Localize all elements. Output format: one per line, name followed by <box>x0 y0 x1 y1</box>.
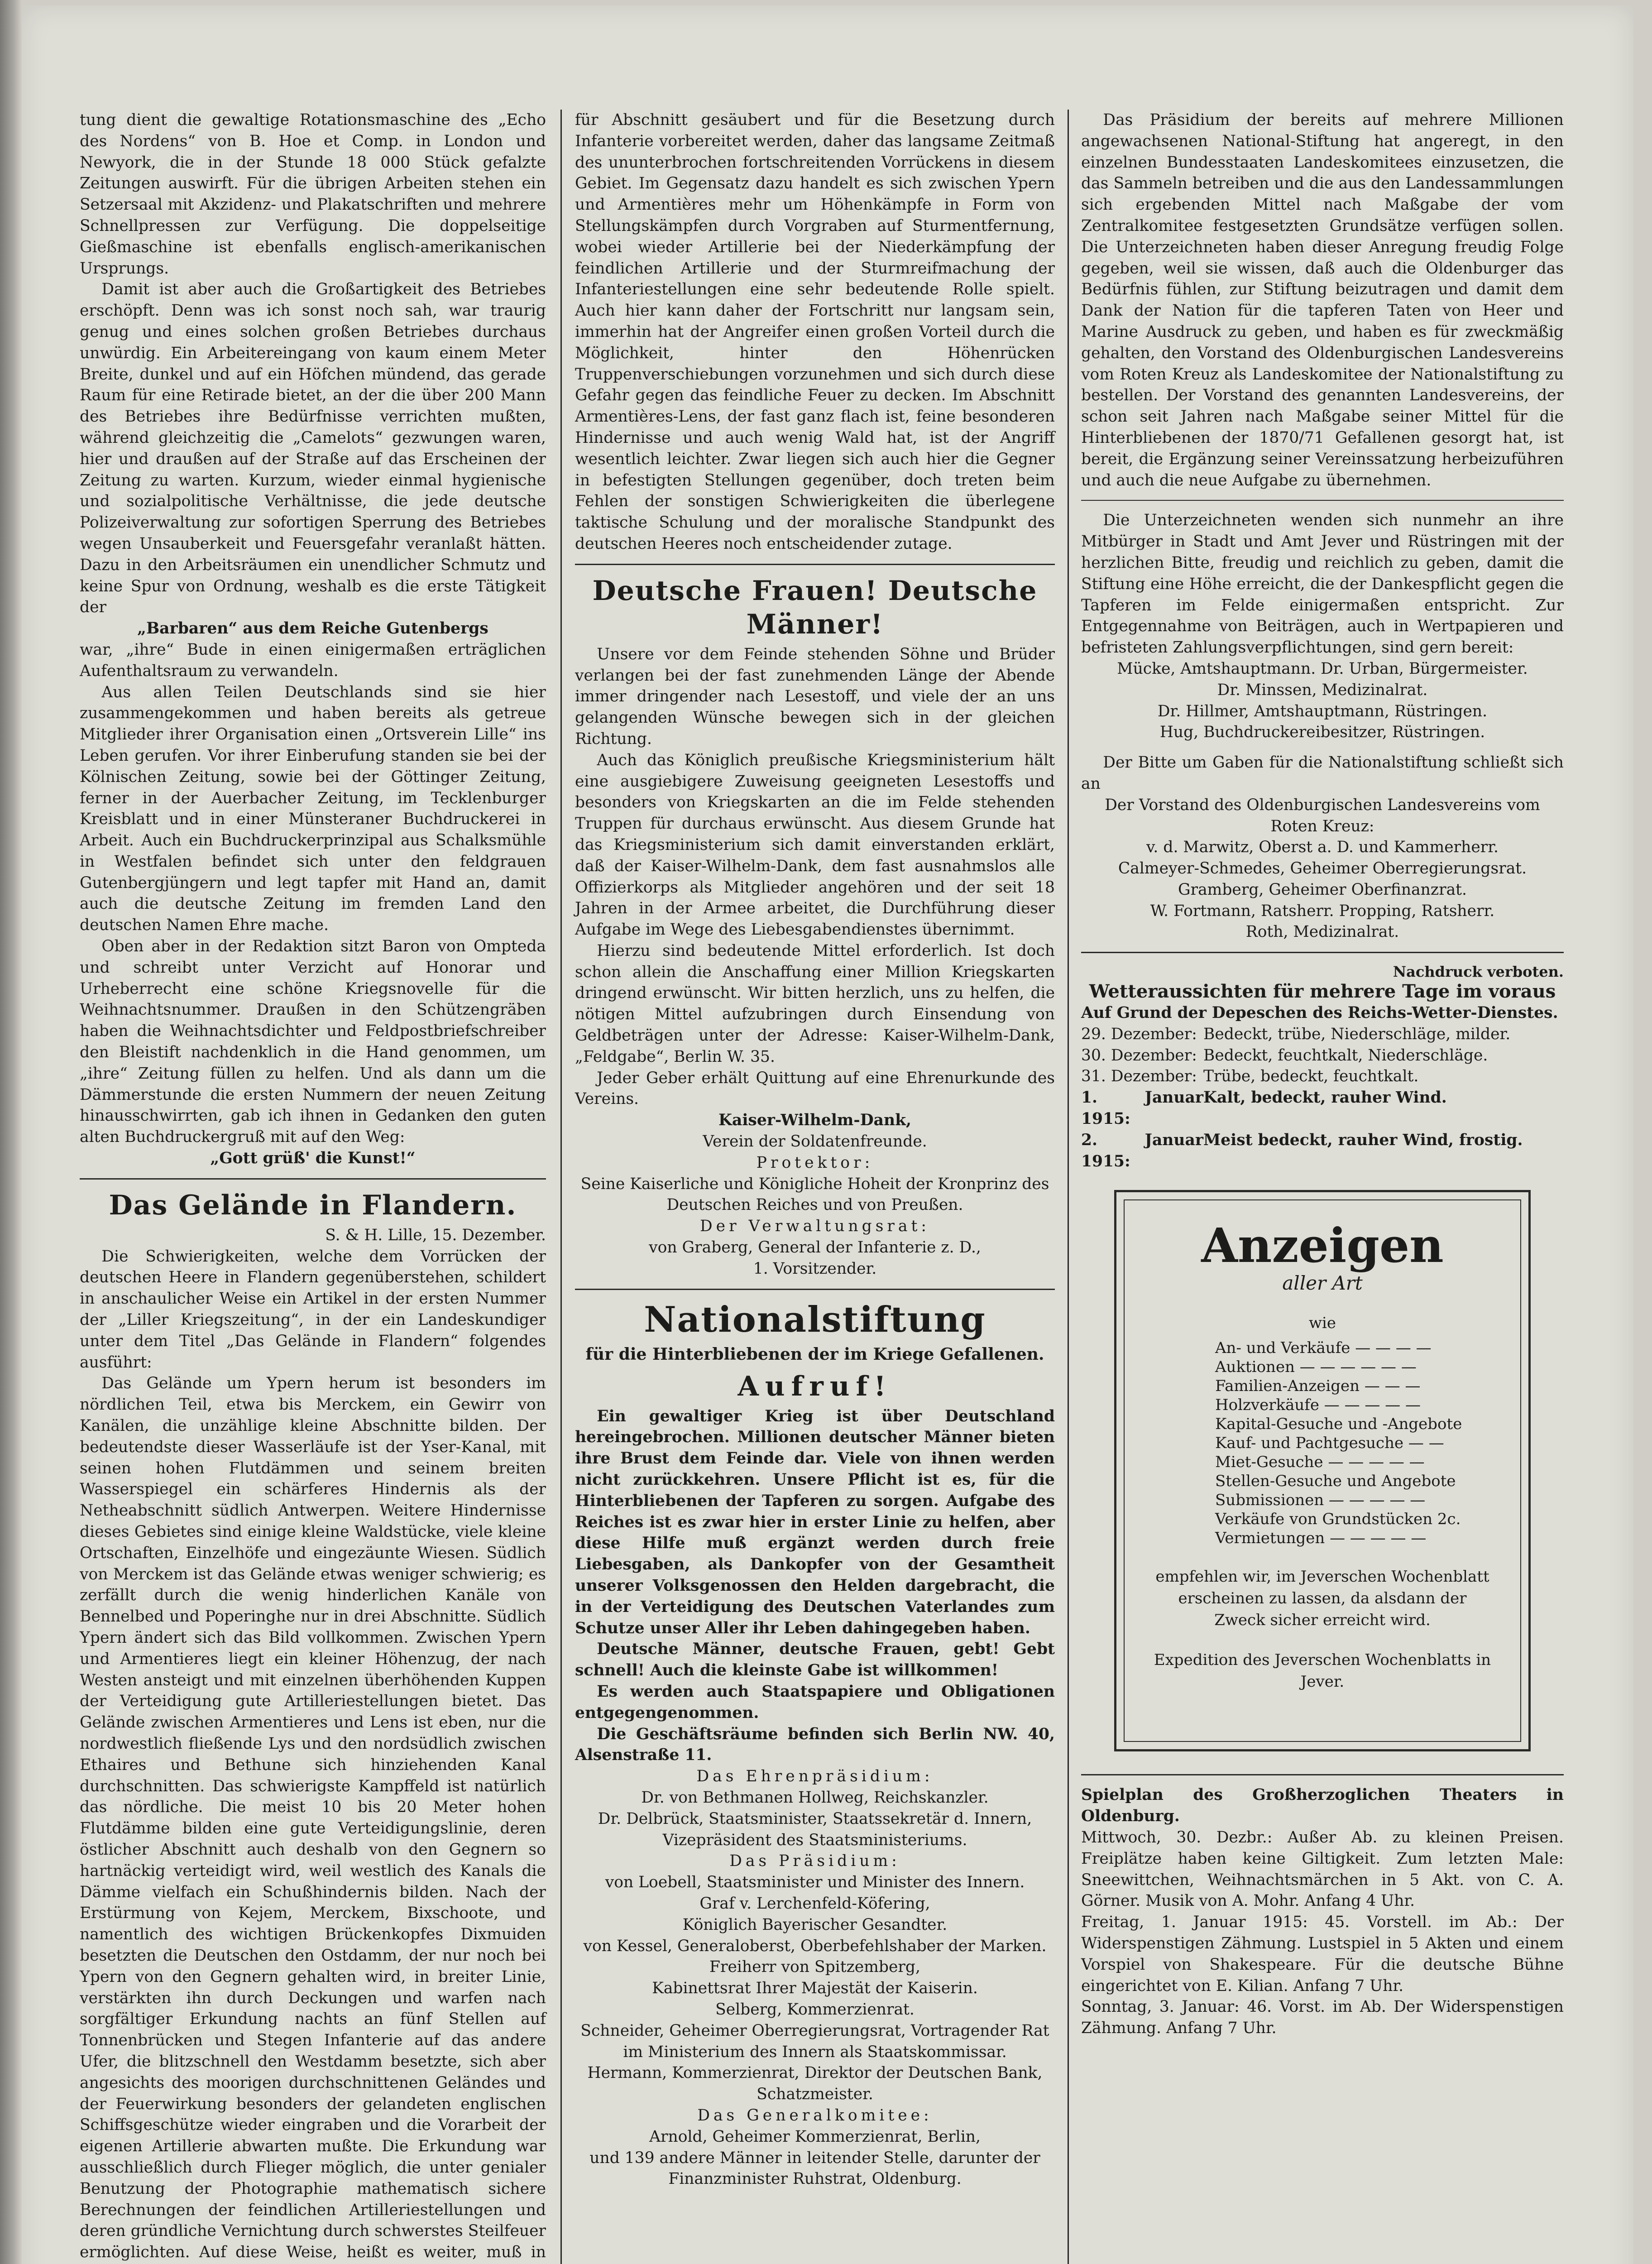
theater-entry: Sonntag, 3. Januar: 46. Vorst. im Ab. Der Widerspenstigen Zähmung. Anfang 7 Uhr. <box>1081 1998 1564 2038</box>
column-1 <box>80 110 546 2264</box>
article-paragraph: Jeder Geber erhält Quittung auf eine Ehrenurkunde des Vereins. <box>575 1069 1055 1108</box>
committee-member: Dr. von Bethmanen Hollweg, Reichskanzler. <box>641 1788 989 1807</box>
divider <box>1081 1774 1564 1775</box>
article-paragraph: Oben aber in der Redaktion sitzt Baron von Ompteda und schreibt unter Verzicht auf Honorar und Urheberrecht eine schöne Kriegsnovelle für die Weihnachtsnummer. Draußen in den Schützengräben haben die Weihnachtsdichter und Feldpostbriefschreiber den Bleistift nachdenklich in die Hand genommen, um „ihre“ Zeitung füllen zu helfen. Und als dann um die Dämmerstunde die ersten Nummern der neuen Zeitung hinausschwirrten, gab ich ihnen in Gedanken den guten alten Buchdruckergruß mit auf den Weg: <box>80 937 546 1146</box>
article-paragraph: Es werden auch Staatspapiere und Obligationen entgegengenommen. <box>575 1683 1055 1722</box>
article-title: Das Gelände in Flandern. <box>109 1189 517 1221</box>
committee-member: Kabinettsrat Ihrer Majestät der Kaiserin. <box>652 1979 978 1998</box>
weather-date: 29. Dezember: <box>1081 1025 1197 1043</box>
article-paragraph: war, „ihre“ Bude in einen einigermaßen erträglichen Aufenthaltsraum zu verwandeln. <box>80 640 546 680</box>
article-paragraph: Ein gewaltiger Krieg ist über Deutschland hereingebrochen. Millionen deutscher Männer bieten ihre Brust dem Feinde dar. Viele von ihnen werden nicht zurückkehren. Unsere Pflicht ist es, für die Hinterbliebenen der Tapferen zu sorgen. Aufgabe des Reiches ist es zwar hier in erster Linie zu helfen, aber diese Hilfe muß ergänzt werden durch freie Liebesgaben, als Dankopfer von der Gesamtheit unserer Volksgenossen den Helden dargebracht, die in der Verteidigung des Deutschen Vaterlandes zum Schutze unser Aller ihr Leben dahingegeben haben. <box>575 1407 1055 1637</box>
advertisement-wie: wie <box>1308 1314 1336 1333</box>
weather-row <box>1081 1130 1564 1172</box>
signer: Calmeyer-Schmedes, Geheimer Oberregierungsrat. <box>1118 859 1527 878</box>
ad-item: Miet-Gesuche — — — — — <box>1215 1453 1425 1472</box>
theater-entry: Mittwoch, 30. Dezbr.: Außer Ab. zu kleinen Preisen. Freiplätze haben keine Giltigkeit. Zum letzten Male: Sneewittchen, Weihnachtsmärchen in 5 Akt. von C. A. Görner. Musik von A. Mohr. Anfang 4 Uhr. <box>1081 1828 1564 1910</box>
article-paragraph: Das Gelände um Ypern herum ist besonders im nördlichen Teil, etwa bis Merckem, ein Gewirr von Kanälen, die unzählige kleine Abschnitte bilden. Der bedeutendste dieser Wasserläufe ist der Yser-Kanal, mit seinen hohen Flutdämmen und seinem breiten Wasserspiegel ein schärferes Hindernis als der Netheabschnitt südlich Antwerpen. Weitere Hindernisse dieses Gebietes sind einige kleine Waldstücke, viele kleine Ortschaften, Einzelhöfe und eingezäunte Wiesen. Südlich von Merckem ist das Gelände etwas weniger schwierig; es zerfällt durch die wenig hinderlichen Kanäle von Bennelbed und Poperinghe nur in drei Abschnitte. Südlich Ypern ändert sich das Bild vollkommen. Zwischen Ypern und Armentieres liegt ein kleiner Höhenzug, der nach Westen ansteigt und mit einzelnen überhöhenden Kuppen der Verteidigung gute Artilleriestellungen bietet. Das Gelände zwischen Armentieres und Lens ist eben, nur die nordwestlich fließende Lys und den nordsüdlich zwischen Ethaires und Bethune sich hinziehenden Kanal durchschnitten. Das schwierigste Kampffeld ist natürlich das nördliche. Die meist 10 bis 20 Meter hohen Flutdämme bilden eine gute Verteidigungslinie, deren östlicher Abschnitt auch deshalb von den Gegnern so hartnäckig verteidigt wird, weil westlich des Kanals die Dämme vielfach ein Schußhindernis bilden. Nach der Erstürmung von Kejem, Merckem, Bixschoote, und namentlich des wichtigen Brückenkopfes Dixmuiden besetzten die Deutschen den Ostdamm, der nur noch bei Ypern von den Gegnern gehalten wird, in breiter Linie, verstärkten ihn durch Deckungen und warfen nach sorgfältiger Erkundung nachts an fünf Stellen auf Tonnenbrücken und Stegen Infanterie auf das andere Ufer, die blitzschnell den Westdamm besetzte, sich aber angesichts des moorigen durchschnittenen Geländes und der Feuerwirkung besonders der gelandeten englischen Schiffsgeschütze wieder eingraben und die Vorarbeit der eigenen Artillerie abwarten mußte. Die Erkundung war ausschließlich durch Flieger möglich, die unter genialer Benutzung der Photographie mathematisch sichere Berechnungen der feindlichen Artilleriestellungen und deren gründliche Vernichtung durch schwerstes Steilfeuer ermöglichten. Auf diese Weise, heißt es weiter, muß in <box>80 1374 546 2262</box>
ad-item: An- und Verkäufe — — — — <box>1215 1339 1432 1357</box>
divider <box>575 1289 1055 1290</box>
section-heading: „Barbaren“ aus dem Reiche Gutenbergs <box>137 619 488 638</box>
article-paragraph: Aus allen Teilen Deutschlands sind sie hier zusammengekommen und haben bereits als getreue Mitglieder ihrer Organisation einen „Ortsverein Lille“ ins Leben gerufen. Vor ihrer Einberufung standen sie bei der Kölnischen Zeitung, sowie bei der Göttinger Zeitung, ferner in der Auerbacher Zeitung, im Tecklenburger Kreisblatt und in einer Münsteraner Buchdruckerei in Arbeit. Auch ein Buchdruckerprinzipal aus Schalksmühle in Westfalen befindet sich unter den feldgrauen Gutenbergjüngern und legt tapfer mit Hand an, damit auch die deutsche Zeitung im fremden Land den deutschen Namen Ehre mache. <box>80 683 546 935</box>
dateline: S. & H. Lille, 15. Dezember. <box>325 1226 546 1244</box>
committee-member: Hermann, Kommerzienrat, Direktor der Deutschen Bank, Schatzmeister. <box>587 2064 1043 2104</box>
signature-line: Protektor: <box>756 1153 874 1172</box>
article-paragraph: Deutsche Männer, deutsche Frauen, gebt! Gebt schnell! Auch die kleinste Gabe ist willkommen! <box>575 1640 1055 1680</box>
ad-item: Kapital-Gesuche und -Angebote <box>1215 1415 1462 1434</box>
article-paragraph: Die Schwierigkeiten, welche dem Vorrücken der deutschen Heere in Flandern gegenüberstehen, schildert in anschaulicher Weise ein Artikel in der ersten Nummer der „Liller Kriegszeitung“, in der ein Landeskundiger unter dem Titel „Das Gelände in Flandern“ folgendes ausführt: <box>80 1247 546 1372</box>
weather-row <box>1081 1045 1564 1066</box>
divider <box>575 564 1055 565</box>
theater-title: Spielplan des Großherzoglichen Theaters in Oldenburg. <box>1081 1786 1564 1826</box>
ad-item: Holzverkäufe — — — — — <box>1215 1396 1421 1415</box>
signature-line: 1. Vorsitzender. <box>753 1259 877 1278</box>
signer: Roth, Medizinalrat. <box>1245 923 1399 941</box>
adjacent-page-edge <box>0 0 22 2264</box>
theater-entry: Freitag, 1. Januar 1915: 45. Vorstell. im Ab.: Der Widerspenstigen Zähmung. Lustspiel in 5 Akten und einem Vorspiel von Shakespeare. Für die deutsche Bühne eingerichtet von E. Kilian. Anfang 7 Uhr. <box>1081 1913 1564 1995</box>
committee-member: Arnold, Geheimer Kommerzienrat, Berlin, <box>649 2127 981 2146</box>
signature-line: von Graberg, General der Infanterie z. D., <box>649 1238 981 1257</box>
ad-item: Stellen-Gesuche und Angebote <box>1215 1472 1456 1491</box>
ad-item: Familien-Anzeigen — — — <box>1215 1377 1421 1396</box>
committee-member: Dr. Delbrück, Staatsminister, Staatssekretär d. Innern, Vizepräsident des Staatsministeriums. <box>598 1809 1032 1849</box>
signer: Der Vorstand des Oldenburgischen Landesvereins vom Roten Kreuz: <box>1105 796 1540 835</box>
signature-line: Der Verwaltungsrat: <box>700 1217 930 1236</box>
committee-label: Das Präsidium: <box>729 1852 900 1871</box>
article-paragraph: Unsere vor dem Feinde stehenden Söhne und Brüder verlangen bei der fast zunehmenden Länge der Abende immer dringender nach Lesestoff, und viele der an uns gelangenden Wünsche bewegen sich in der gleichen Richtung. <box>575 645 1055 748</box>
article-paragraph: Die Unterzeichneten wenden sich nunmehr an ihre Mitbürger in Stadt und Amt Jever und Rüstringen mit der herzlichen Bitte, freudig und reichlich zu geben, damit die Stiftung eine Höhe erreicht, die der Dankespflicht gegen die Tapferen im Felde einigermaßen entspricht. Zur Entgegennahme von Beiträgen, auch in Wertpapieren und befristeten Zahlungsverpflichtungen, sind gern bereit: <box>1081 511 1564 657</box>
article-paragraph: Hierzu sind bedeutende Mittel erforderlich. Ist doch schon allein die Anschaffung einer Million Kriegskarten dringend erwünscht. Wir bitten herzlich, uns zu helfen, die nötigen Mittel aufzubringen durch Einsendung von Geldbeträgen unter der Adresse: Kaiser-Wilhelm-Dank, „Feldgabe“, Berlin W. 35. <box>575 941 1055 1066</box>
advertisement-list <box>1215 1338 1493 1548</box>
weather-text: Bedeckt, feuchtkalt, Niederschläge. <box>1203 1046 1488 1065</box>
closing-quote: „Gott grüß' die Kunst!“ <box>210 1149 416 1168</box>
column-divider <box>560 110 562 2264</box>
advertisement-text: empfehlen wir, im Jeverschen Wochenblatt erscheinen zu lassen, da alsdann der Zweck sicher erreicht wird. <box>1155 1568 1489 1630</box>
column-3 <box>1081 110 1564 2264</box>
newspaper-page <box>22 5 1633 2264</box>
ad-item: Vermietungen — — — — — <box>1215 1529 1427 1548</box>
article-paragraph: Der Bitte um Gaben für die Nationalstiftung schließt sich an <box>1081 753 1564 793</box>
copyright-note: Nachdruck verboten. <box>1393 963 1564 981</box>
column-divider <box>1068 110 1069 2264</box>
weather-text: Bedeckt, trübe, Niederschläge, milder. <box>1203 1025 1511 1043</box>
committee-member: von Kessel, Generaloberst, Oberbefehlshaber der Marken. <box>583 1937 1047 1955</box>
committee-member: von Loebell, Staatsminister und Minister des Innern. <box>605 1873 1025 1892</box>
weather-date: 31. Dezember: <box>1081 1067 1197 1086</box>
article-paragraph: tung dient die gewaltige Rotationsmaschine des „Echo des Nordens“ von B. Hoe et Comp. in London und Newyork, die in der Stunde 18 000 Stück gefalzte Zeitungen auswirft. Für die übrigen Arbeiten stehen ein Setzersaal mit Akzidenz- und Plakatschriften und mehrere Schnellpressen zur Verfügung. Die doppelseitige Gießmaschine ist ebenfalls englisch-amerikanischen Ursprungs. <box>80 111 546 278</box>
aufruf-title: Aufruf! <box>737 1370 892 1402</box>
weather-text: Kalt, bedeckt, rauher Wind. <box>1203 1089 1447 1107</box>
committee-label: Das Generalkomitee: <box>697 2106 933 2125</box>
divider <box>80 1178 546 1180</box>
ad-item: Kauf- und Pachtgesuche — — <box>1215 1434 1444 1453</box>
committee-member: Freiherr von Spitzemberg, <box>709 1958 920 1976</box>
article-paragraph: Damit ist aber auch die Großartigkeit des Betriebes erschöpft. Denn was ich sonst noch sah, war traurig genug und eines solchen großen Betriebes durchaus unwürdig. Ein Arbeitereingang von kaum einem Meter Breite, dunkel und auf ein Höfchen mündend, das gerade Raum für eine Retirade bietet, an der die über 200 Mann des Betriebes ihre Bedürfnisse verrichten mußten, während gleichzeitig die „Camelots“ gezwungen waren, hier und draußen auf der Straße auf das Erscheinen der Zeitung zu warten. Kurzum, wieder einmal hygienische und sozialpolitische Verhältnisse, die jede deutsche Polizeiverwaltung zur sofortigen Sperrung des Betriebes wegen Unsauberkeit und Feuersgefahr veranlaßt hätten. Dazu in den Arbeitsräumen ein unendlicher Schmutz und keine Spur von Ordnung, weshalb es die erste Tätigkeit der <box>80 280 546 617</box>
advertisement-box <box>1114 1190 1531 1751</box>
weather-title: Wetteraussichten für mehrere Tage im voraus <box>1089 981 1556 1002</box>
foundation-subtitle: für die Hinterbliebenen der im Kriege Gefallenen. <box>585 1344 1044 1364</box>
weather-row <box>1081 1024 1564 1045</box>
weather-text: Trübe, bedeckt, feuchtkalt. <box>1203 1067 1419 1086</box>
article-paragraph: Das Präsidium der bereits auf mehrere Millionen angewachsenen National-Stiftung hat angeregt, in den einzelnen Bundesstaaten Landeskomitees einzusetzen, die das Sammeln betreiben und die aus den Landessammlungen sich ergebenden Mittel nach Maßgabe der vom Zentralkomitee festgesetzten Grundsätze verfügen sollen. Die Unterzeichneten haben dieser Anregung freudig Folge gegeben, weil sie wissen, daß auch die Oldenburger das Bedürfnis fühlen, zur Stiftung beizutragen und damit dem Dank der Nation für die tapferen Taten von Heer und Marine Ausdruck zu geben, und haben es für zweckmäßig gehalten, den Vorstand des Oldenburgischen Landesvereins vom Roten Kreuz als Landeskomitee der Nationalstiftung zu bestellen. Der Vorstand des genannten Landesvereins, der schon seit Jahren nach Maßgabe seiner Mittel für die Hinterbliebenen der 1870/71 Gefallenen gesorgt hat, ist bereit, die Ergänzung seiner Vereinssatzung herbeizuführen und auch die neue Aufgabe zu übernehmen. <box>1081 111 1564 489</box>
signer: Hug, Buchdruckereibesitzer, Rüstringen. <box>1159 723 1485 742</box>
signer: Dr. Minssen, Medizinalrat. <box>1217 681 1428 699</box>
ad-item: Submissionen — — — — — <box>1215 1491 1426 1510</box>
signer: W. Fortmann, Ratsherr. Propping, Ratsherr. <box>1150 902 1495 920</box>
signature-line: Kaiser-Wilhelm-Dank, <box>718 1111 911 1130</box>
signer: Gramberg, Geheimer Oberfinanzrat. <box>1178 880 1467 899</box>
column-2 <box>575 110 1055 2264</box>
article-paragraph: Die Geschäftsräume befinden sich Berlin NW. 40, Alsenstraße 11. <box>575 1725 1055 1765</box>
weather-date: 2. Januar 1915: <box>1081 1131 1203 1170</box>
signer: Mücke, Amtshauptmann. Dr. Urban, Bürgermeister. <box>1117 659 1528 678</box>
weather-subtitle: Auf Grund der Depeschen des Reichs-Wetter-Dienstes. <box>1081 1004 1558 1022</box>
weather-date: 30. Dezember: <box>1081 1046 1197 1065</box>
weather-date: 1. Januar 1915: <box>1081 1089 1203 1128</box>
ad-item: Auktionen — — — — — — <box>1215 1358 1417 1377</box>
committee-label: Das Ehrenpräsidium: <box>696 1767 934 1786</box>
weather-text: Meist bedeckt, rauher Wind, frostig. <box>1203 1131 1523 1149</box>
committee-member: und 139 andere Männer in leitender Stelle, darunter der Finanzminister Ruhstrat, Oldenburg. <box>589 2149 1040 2188</box>
advertisement-title: Anzeigen <box>1201 1218 1444 1274</box>
signature-line: Verein der Soldatenfreunde. <box>703 1132 927 1151</box>
article-paragraph: für Abschnitt gesäubert und für die Besetzung durch Infanterie vorbereitet werden, daher das langsame Zeitmaß des ununterbrochen fortschreitenden Vorrückens in diesem Gebiet. Im Gegensatz dazu handelt es sich zwischen Ypern und Armentières mehr um Höhenkämpfe in Form von Stellungskämpfen durch Vorgraben auf Sturmentfernung, wobei wieder Artillerie bei der Niederkämpfung der feindlichen Artillerie und der Sturmreifmachung der Infanteriestellungen eine sehr bedeutende Rolle spielt. Auch hier kann daher der Fortschritt nur langsam sein, immerhin hat der Angreifer einen großen Vorteil durch die Möglichkeit, hinter den Höhenrücken Truppenverschiebungen vorzunehmen und sich durch diese Gefahr gegen das feindliche Feuer zu decken. Im Abschnitt Armentières-Lens, der fast ganz flach ist, feine besonderen Hindernisse und auch wenig Wald hat, ist der Angriff wesentlich leichter. Zwar liegen sich auch hier die Gegner in befestigten Stellungen gegenüber, doch treten beim Fehlen der sonstigen Schwierigkeiten die überlegene taktische Schulung und der moralische Standpunkt des deutschen Heeres noch entscheidender zutage. <box>575 111 1055 553</box>
committee-member: Selberg, Kommerzienrat. <box>715 2000 915 2019</box>
weather-row <box>1081 1066 1564 1087</box>
advertisement-subtitle: aller Art <box>1282 1272 1363 1295</box>
advertisement-inner <box>1124 1199 1521 1742</box>
signature-line: Seine Kaiserliche und Königliche Hoheit der Kronprinz des Deutschen Reiches und von Preußen. <box>580 1175 1049 1214</box>
ad-item: Verkäufe von Grundstücken 2c. <box>1215 1510 1461 1529</box>
advertisement-signature: Expedition des Jeverschen Wochenblatts in Jever. <box>1154 1651 1491 1691</box>
weather-row <box>1081 1087 1564 1130</box>
article-paragraph: Auch das Königlich preußische Kriegsministerium hält eine ausgiebigere Zuweisung geeigneten Lesestoffs und besonders von Kriegskarten an die im Felde stehenden Truppen für durchaus erwünscht. Aus diesem Grunde hat das Kriegsministerium sich damit einverstanden erklärt, daß der Kaiser-Wilhelm-Dank, dem fast ausnahmslos alle Offizierkorps als Mitglieder angehören und der seit 18 Jahren in der Armee arbeitet, die Durchführung dieser Aufgabe im Wege des Liebesgabendienstes übernimmt. <box>575 751 1055 939</box>
committee-member: Königlich Bayerischer Gesandter. <box>682 1915 948 1934</box>
signer: Dr. Hillmer, Amtshauptmann, Rüstringen. <box>1157 702 1488 720</box>
committee-member: Schneider, Geheimer Oberregierungsrat, Vortragender Rat im Ministerium des Innern als Staatskommissar. <box>580 2021 1049 2061</box>
foundation-title: Nationalstiftung <box>644 1299 986 1340</box>
committee-member: Graf v. Lerchenfeld-Köfering, <box>699 1894 930 1913</box>
appeal-title: Deutsche Frauen! Deutsche Männer! <box>592 575 1038 640</box>
signer: v. d. Marwitz, Oberst a. D. und Kammerherr. <box>1146 838 1499 857</box>
divider <box>1081 500 1564 501</box>
divider <box>1081 952 1564 953</box>
